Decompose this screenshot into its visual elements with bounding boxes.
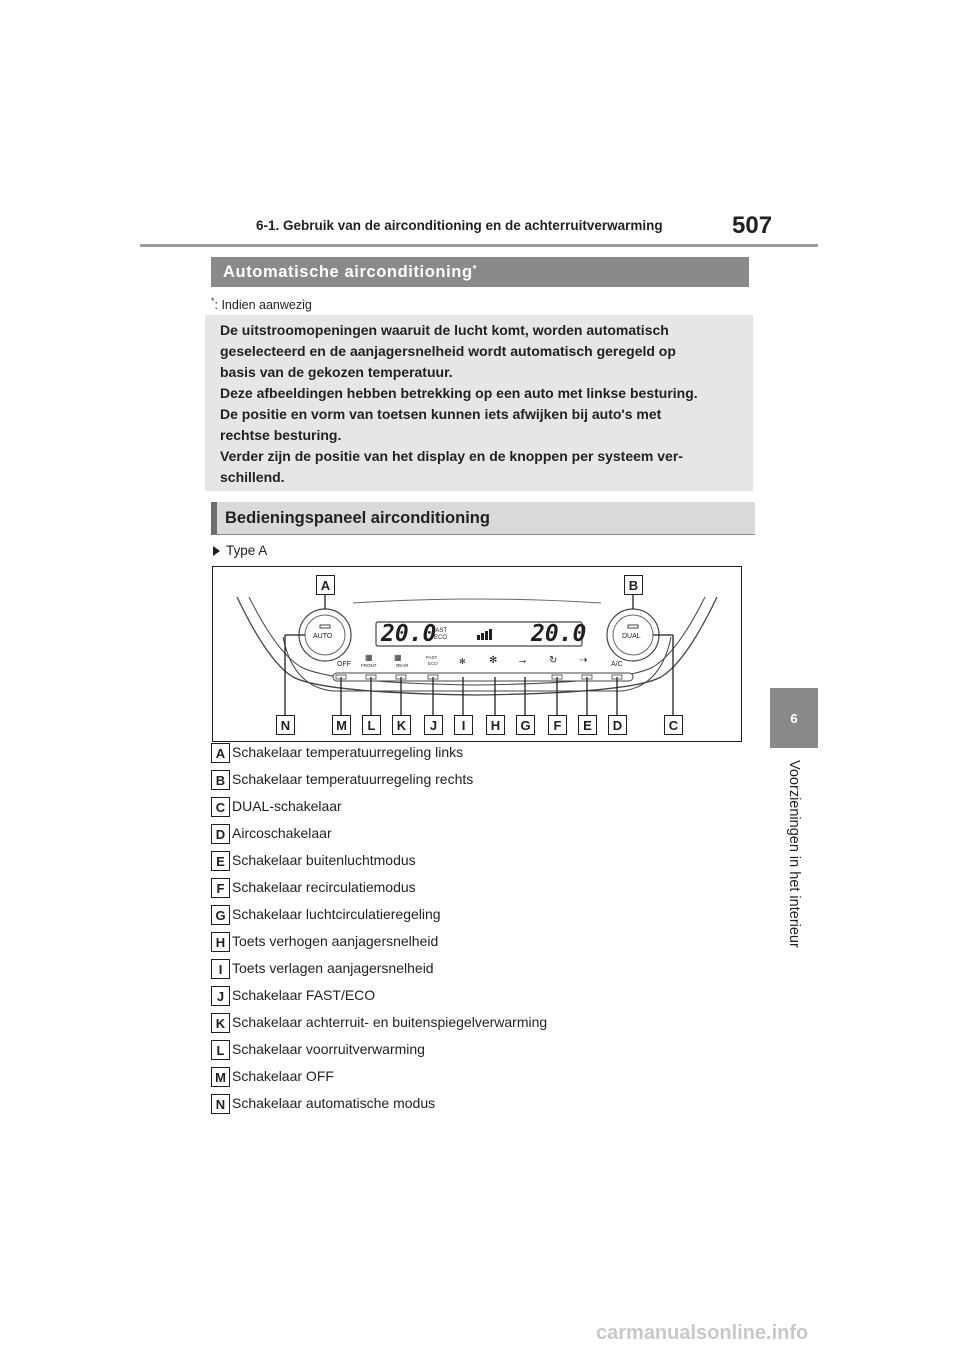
chapter-tab-number: 6 <box>790 710 798 726</box>
off-button-label: OFF <box>337 661 351 668</box>
callout-f: F <box>548 715 567 735</box>
section-heading-control-panel <box>211 502 755 535</box>
callout-n: N <box>276 715 295 735</box>
section-heading-automatic-ac <box>211 257 749 287</box>
callout-b: B <box>624 575 643 595</box>
callout-i: I <box>454 715 473 735</box>
intro-line: Deze afbeeldingen hebben betrekking op een auto met linkse besturing. <box>220 385 698 401</box>
callout-h: H <box>486 715 505 735</box>
title-asterisk: * <box>472 263 478 275</box>
page-number: 507 <box>732 212 773 239</box>
recirculation-icon: ↻ <box>549 655 558 666</box>
callout-l: L <box>362 715 381 735</box>
air-flow-icon: ⭬ <box>519 657 527 668</box>
outside-air-icon: ⇢ <box>579 655 588 666</box>
callout-g: G <box>516 715 535 735</box>
callout-m: M <box>332 715 351 735</box>
temperature-left: 20.0 <box>381 621 437 647</box>
intro-line: basis van de gekozen temperatuur. <box>220 364 453 380</box>
chapter-title: 6-1. Gebruik van de airconditioning en de achterruitverwarming <box>256 218 663 233</box>
fast-eco-button-bottom: ECO <box>428 661 438 666</box>
fast-eco-display-bottom: ECO <box>434 635 448 641</box>
callout-e: E <box>578 715 597 735</box>
intro-line: rechtse besturing. <box>220 427 342 443</box>
callout-c: C <box>664 715 683 735</box>
fast-eco-button-top: FAST <box>426 655 438 660</box>
section-heading-text: Automatische airconditioning * <box>211 257 749 287</box>
rear-button-label: REAR <box>396 663 409 668</box>
fan-up-icon: ✻ <box>489 655 498 666</box>
triangle-bullet-icon <box>213 546 220 556</box>
front-button-label: FRONT <box>361 663 377 668</box>
header-divider <box>140 244 818 247</box>
chapter-tab <box>770 688 818 748</box>
fan-down-icon: ✻ <box>459 657 466 666</box>
type-label: Type A <box>213 543 267 558</box>
callout-k: K <box>392 715 411 735</box>
footnote: *: Indien aanwezig <box>211 296 312 313</box>
rear-defrost-icon: ▦ <box>394 653 402 662</box>
callout-a: A <box>316 575 335 595</box>
intro-line: Verder zijn de positie van het display en de knoppen per systeem ver- <box>220 448 683 464</box>
intro-line: De positie en vorm van toetsen kunnen iets afwijken bij auto's met <box>220 406 662 422</box>
auto-knob-label: AUTO <box>313 633 333 640</box>
intro-box <box>205 315 753 491</box>
dual-knob-label: DUAL <box>622 633 641 640</box>
intro-line: geselecteerd en de aanjagersnelheid wordt automatisch geregeld op <box>220 343 676 359</box>
fast-eco-display-top: FAST <box>432 628 448 634</box>
chapter-side-label-text: Voorzieningen in het interieur <box>786 760 802 948</box>
section-heading-text: Bedieningspaneel airconditioning <box>225 508 490 527</box>
callout-d: D <box>608 715 627 735</box>
callout-j: J <box>424 715 443 735</box>
front-defrost-icon: ▦ <box>365 653 373 662</box>
intro-line: schillend. <box>220 469 285 485</box>
temperature-right: 20.0 <box>531 621 587 647</box>
watermark: carmanualsonline.info <box>596 1322 809 1344</box>
control-panel-illustration <box>212 566 742 742</box>
ac-button-label: A/C <box>611 661 623 668</box>
intro-line: De uitstroomopeningen waaruit de lucht komt, worden automatisch <box>220 322 669 338</box>
